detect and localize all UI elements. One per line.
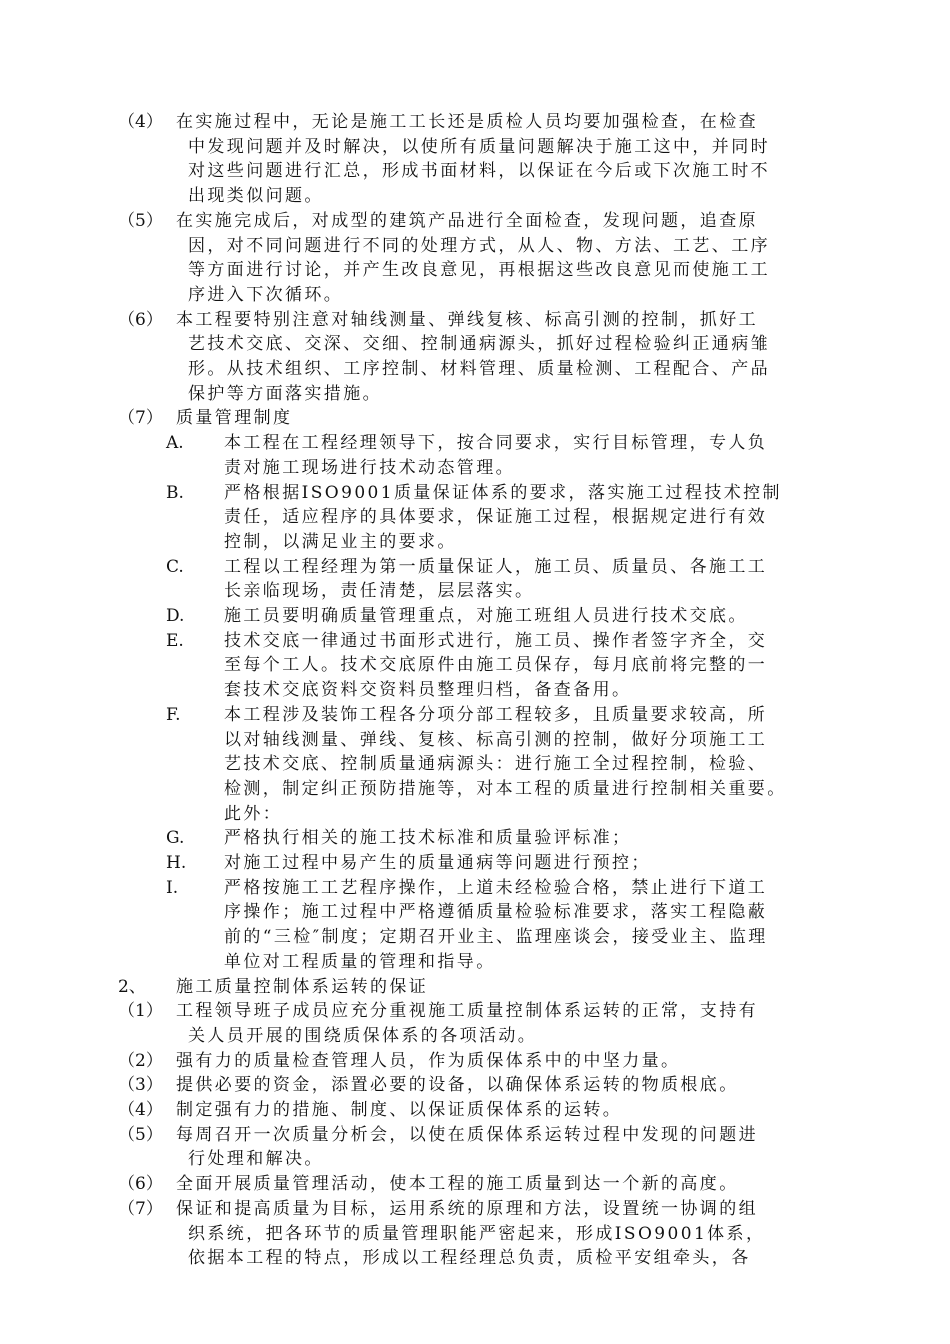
item-text-line: 本工程要特别注意对轴线测量、弹线复核、标高引测的控制，抓好工 — [176, 309, 758, 330]
subitem-text-line: 施工员要明确质量管理重点，对施工班组人员进行技术交底。 — [224, 606, 748, 626]
item-number: （7） — [118, 1198, 163, 1219]
item-text-line: 形。从技术组织、工序控制、材料管理、质量检测、工程配合、产品 — [188, 359, 770, 379]
subitem-letter: C. — [166, 556, 184, 577]
item-text-line: 在实施过程中，无论是施工工长还是质检人员均要加强检查，在检查 — [176, 112, 758, 132]
item-number: （3） — [118, 1075, 163, 1096]
item-number: （5） — [118, 210, 163, 231]
subitem-text-line: 至每个工人。技术交底原件由施工员保存，每月底前将完整的一 — [224, 655, 768, 676]
subitem-text-line: 此外： — [224, 803, 283, 824]
subitem-text-line: 以对轴线测量、弹线、复核、标高引测的控制，做好分项施工工 — [224, 729, 768, 750]
item-text-line: 质量管理制度 — [176, 408, 293, 429]
item-text-line: 行处理和解决。 — [188, 1149, 324, 1170]
item-text-line: 等方面进行讨论，并产生改良意见，再根据这些改良意见而使施工工 — [188, 260, 770, 281]
item-text-line: 强有力的质量检查管理人员，作为质保体系中的中坚力量。 — [176, 1050, 681, 1071]
item-number: （4） — [118, 1100, 163, 1120]
subitem-text-line: 责任，适应程序的具体要求，保证施工过程，根据规定进行有效 — [224, 507, 768, 528]
item-text-line: 序进入下次循环。 — [188, 284, 344, 305]
item-number: （4） — [118, 112, 163, 132]
item-number: （6） — [118, 1174, 163, 1195]
item-text-line: 织系统，把各环节的质量管理职能严密起来，形成ISO9001体系， — [188, 1223, 766, 1244]
subitem-letter: G. — [166, 828, 185, 849]
subitem-text-line: 技术交底一律通过书面形式进行，施工员、操作者签字齐全，交 — [224, 630, 768, 651]
subitem-text-line: 控制，以满足业主的要求。 — [224, 531, 457, 552]
subitem-letter: H. — [166, 853, 187, 873]
subitem-letter: A. — [166, 433, 184, 454]
subitem-letter: D. — [166, 606, 185, 626]
item-text-line: 对这些问题进行汇总，形成书面材料，以保证在今后或下次施工时不 — [188, 161, 770, 182]
item-number: （6） — [118, 309, 163, 330]
subitem-text-line: 本工程在工程经理领导下，按合同要求，实行目标管理，专人负 — [224, 433, 768, 454]
item-text-line: 提供必要的资金，添置必要的设备，以确保体系运转的物质根底。 — [176, 1075, 739, 1096]
subitem-letter: E. — [166, 630, 184, 651]
item-text-line: 艺技术交底、交深、交细、控制通病源头，抓好过程检验纠正通病雏 — [188, 334, 770, 355]
subitem-text-line: 套技术交底资料交资料员整理归档，备查备用。 — [224, 680, 632, 701]
item-text-line: 工程领导班子成员应充分重视施工质量控制体系运转的正常，支持有 — [176, 1001, 758, 1022]
item-text-line: 出现类似问题。 — [188, 186, 324, 207]
item-text-line: 关人员开展的围绕质保体系的各项活动。 — [188, 1025, 538, 1046]
subitem-text-line: 前的“三检″制度；定期召开业主、监理座谈会，接受业主、监理 — [224, 927, 768, 948]
item-number: （7） — [118, 408, 163, 429]
item-text-line: 保证和提高质量为目标，运用系统的原理和方法，设置统一协调的组 — [176, 1198, 758, 1219]
subitem-letter: B. — [166, 482, 184, 503]
subitem-text-line: 对施工过程中易产生的质量通病等问题进行预控； — [224, 853, 651, 873]
item-text-line: 每周召开一次质量分析会，以使在质保体系运转过程中发现的问题进 — [176, 1124, 758, 1145]
item-text-line: 在实施完成后，对成型的建筑产品进行全面检查，发现问题，追查原 — [176, 210, 758, 231]
section-number: 2、 — [118, 976, 146, 997]
item-number: （2） — [118, 1050, 163, 1071]
item-number: （1） — [118, 1001, 163, 1022]
subitem-letter: F. — [166, 704, 181, 725]
subitem-text-line: 艺技术交底、控制质量通病源头：进行施工全过程控制，检验、 — [224, 754, 768, 775]
subitem-text-line: 严格按施工工艺程序操作，上道未经检验合格，禁止进行下道工 — [224, 877, 768, 898]
subitem-text-line: 工程以工程经理为第一质量保证人，施工员、质量员、各施工工 — [224, 556, 768, 577]
subitem-text-line: 责对施工现场进行技术动态管理。 — [224, 457, 515, 478]
item-text-line: 保护等方面落实措施。 — [188, 383, 382, 404]
item-number: （5） — [118, 1124, 163, 1145]
item-text-line: 依据本工程的特点，形成以工程经理总负责，质检平安组牵头，各 — [188, 1248, 751, 1269]
item-text-line: 制定强有力的措施、制度、以保证质保体系的运转。 — [176, 1100, 623, 1120]
item-text-line: 中发现问题并及时解决，以使所有质量问题解决于施工这中，并同时 — [188, 136, 770, 157]
item-text-line: 因，对不同问题进行不同的处理方式，从人、物、方法、工艺、工序 — [188, 235, 770, 256]
subitem-text-line: 严格执行相关的施工技术标准和质量验评标准； — [224, 828, 632, 849]
subitem-text-line: 检测，制定纠正预防措施等，对本工程的质量进行控制相关重要。 — [224, 778, 787, 799]
subitem-text-line: 单位对工程质量的管理和指导。 — [224, 951, 496, 972]
subitem-text-line: 本工程涉及装饰工程各分项分部工程较多，且质量要求较高，所 — [224, 704, 768, 725]
item-text-line: 全面开展质量管理活动，使本工程的施工质量到达一个新的高度。 — [176, 1174, 739, 1195]
subitem-letter: I. — [166, 877, 179, 898]
subitem-text-line: 长亲临现场，责任清楚，层层落实。 — [224, 581, 535, 602]
section-title: 施工质量控制体系运转的保证 — [176, 976, 429, 997]
subitem-text-line: 序操作；施工过程中严格遵循质量检验标准要求，落实工程隐蔽 — [224, 902, 768, 923]
subitem-text-line: 严格根据ISO9001质量保证体系的要求，落实施工过程技术控制 — [224, 482, 782, 503]
